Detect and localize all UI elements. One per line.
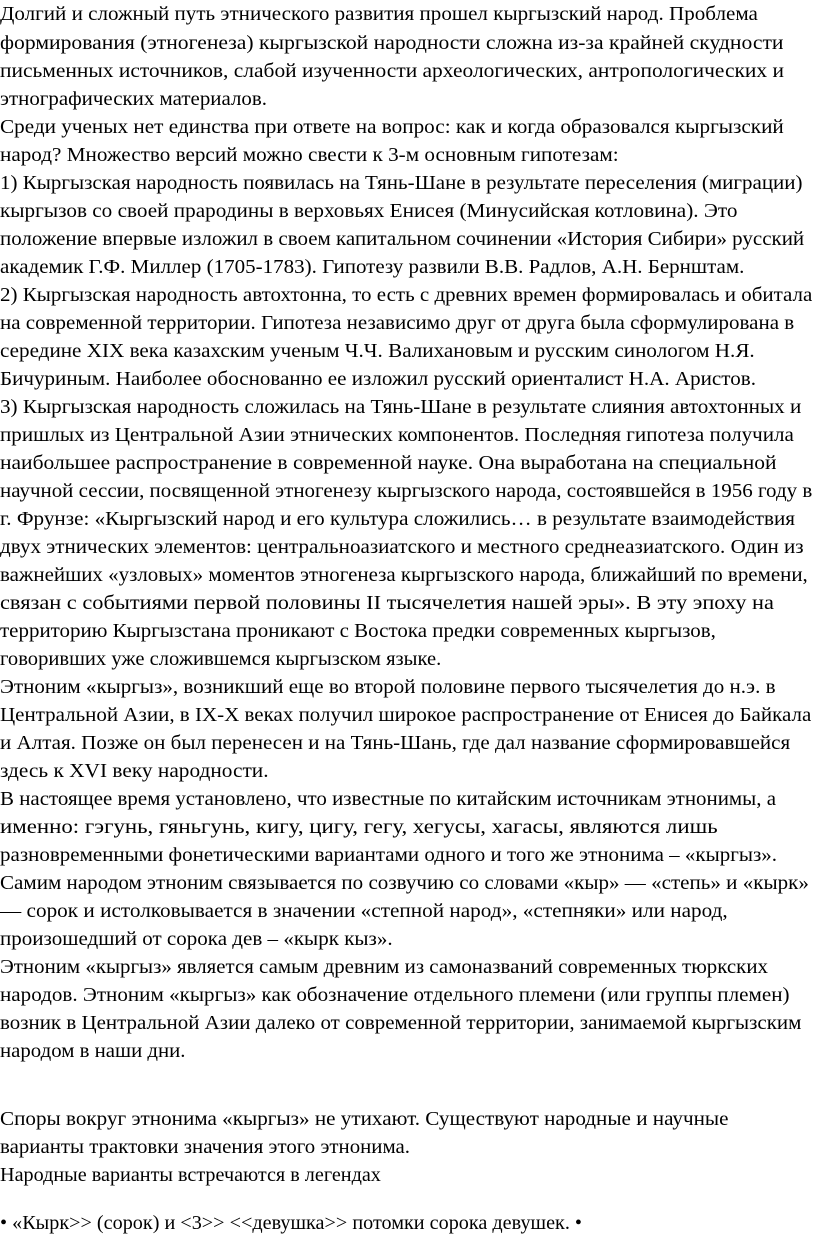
text-line-content: связан с событиями первой половины II тысячелетия нашей эры». В эту эпоху на <box>0 593 774 614</box>
text-line <box>0 1010 802 1038</box>
text-line-content: важнейших «узловых» моментов этногенеза кыргызского народа, ближайший по времени, <box>0 565 808 586</box>
text-line <box>0 142 619 170</box>
text-line <box>0 338 755 366</box>
text-line <box>0 758 269 786</box>
text-line <box>0 702 812 730</box>
text-line-content: Самим народом этноним связывается по созвучию со словами «кыр» — «степь» и «кырк» <box>0 873 809 894</box>
text-line-content: • «Кырк>> (сорок) и <3>> <<девушка>> потомки сорока девушек. • <box>0 1213 583 1234</box>
text-line-content: Споры вокруг этнонима «кыргыз» не утихают. Существуют народные и научные <box>0 1109 729 1130</box>
text-line <box>0 254 745 282</box>
text-line <box>0 1 758 29</box>
text-line-content: территорию Кыргызстана проникают с Востока предки современных кыргызов, <box>0 621 716 642</box>
text-line <box>0 478 813 506</box>
text-line-content: 2) Кыргызская народность автохтонна, то есть с древних времен формировалась и обитала <box>0 285 813 306</box>
text-line <box>0 842 777 870</box>
text-line <box>0 786 777 814</box>
text-line-content: народом в наши дни. <box>0 1041 186 1062</box>
text-line <box>0 198 738 226</box>
text-line-content: возник в Центральной Азии далеко от современной территории, занимаемой кыргызским <box>0 1013 802 1034</box>
text-line-content: этнографических материалов. <box>0 89 267 110</box>
text-line-content: народов. Этноним «кыргыз» как обозначение отдельного племени (или группы племен) <box>0 985 790 1006</box>
text-line <box>0 450 777 478</box>
text-line <box>0 170 803 198</box>
text-line-content: положение впервые изложил в своем капитальном сочинении «История Сибири» русский <box>0 229 805 250</box>
text-line-content: 3) Кыргызская народность сложилась на Тянь-Шане в результате слияния автохтонных и <box>0 397 802 418</box>
text-line-content: письменных источников, слабой изученности археологических, антропологических и <box>0 61 784 82</box>
text-line-content: Бичуриным. Наиболее обоснованно ее изложил русский ориенталист Н.А. Аристов. <box>0 369 756 390</box>
text-line-content: г. Фрунзе: «Кыргызский народ и его культура сложились… в результате взаимодействия <box>0 509 796 530</box>
text-line <box>0 394 802 422</box>
text-line-content: Народные варианты встречаются в легендах <box>0 1165 381 1186</box>
text-line-content: формирования (этногенеза) кыргызской народности сложна из-за крайней скудности <box>0 33 784 54</box>
text-line-content: 1) Кыргызская народность появилась на Тянь-Шане в результате переселения (миграции) <box>0 173 803 194</box>
text-line-content: наибольшее распространение в современной науке. Она выработана на специальной <box>0 453 777 474</box>
text-line-content: В настоящее время установлено, что известные по китайским источникам этнонимы, а <box>0 789 777 810</box>
text-line <box>0 1038 186 1066</box>
text-line <box>0 870 809 898</box>
text-line <box>0 58 784 86</box>
text-line <box>0 422 794 450</box>
text-line-content: кыргызов со своей прародины в верховьях Енисея (Минусийская котловина). Это <box>0 201 738 222</box>
text-line <box>0 366 756 394</box>
text-line-content: говоривших уже сложившемся кыргызском языке. <box>0 649 442 670</box>
text-line-content: двух этнических элементов: центральноазиатского и местного среднеазиатского. Один из <box>0 537 804 558</box>
text-line-content: пришлых из Центральной Азии этнических компонентов. Последняя гипотеза получила <box>0 425 794 446</box>
text-line-content: середине XIX века казахским ученым Ч.Ч. Валихановым и русским синологом Н.Я. <box>0 341 755 362</box>
text-line <box>0 646 442 674</box>
text-line-content: народ? Множество версий можно свести к 3-м основным гипотезам: <box>0 145 619 166</box>
text-line-content: Этноним «кыргыз», возникший еще во второй половине первого тысячелетия до н.э. в <box>0 677 776 698</box>
text-line <box>0 506 796 534</box>
text-line <box>0 954 768 982</box>
text-line <box>0 226 805 254</box>
text-line <box>0 114 784 142</box>
text-line <box>0 618 716 646</box>
text-line <box>0 30 784 58</box>
text-line <box>0 674 776 702</box>
text-line <box>0 1134 411 1162</box>
text-line-content: Этноним «кыргыз» является самым древним из самоназваний современных тюркских <box>0 957 768 978</box>
text-line <box>0 590 774 618</box>
text-line <box>0 982 790 1010</box>
text-line-content: научной сессии, посвященной этногенезу кыргызского народа, состоявшейся в 1956 году в <box>0 481 813 502</box>
text-line-content: и Алтая. Позже он был перенесен и на Тянь-Шань, где дал название сформировавшейся <box>0 733 791 754</box>
text-line <box>0 534 804 562</box>
text-line-content: академик Г.Ф. Миллер (1705-1783). Гипотезу развили В.В. Радлов, А.Н. Бернштам. <box>0 257 745 278</box>
text-line-content: Долгий и сложный путь этнического развития прошел кыргызский народ. Проблема <box>0 4 758 25</box>
text-line-content: Среди ученых нет единства при ответе на вопрос: как и когда образовался кыргызский <box>0 117 784 138</box>
text-line-content: здесь к XVI веку народности. <box>0 761 269 782</box>
text-line-content: — сорок и истолковывается в значении «степной народ», «степняки» или народ, <box>0 901 728 922</box>
text-line <box>0 310 795 338</box>
text-line <box>0 926 393 954</box>
text-line <box>0 898 728 926</box>
text-line <box>0 1162 381 1190</box>
text-line <box>0 562 808 590</box>
text-line <box>0 1106 729 1134</box>
text-line <box>0 730 791 758</box>
text-line <box>0 282 813 310</box>
text-line-content: Центральной Азии, в IX-X веках получил широкое распространение от Енисея до Байкала <box>0 705 812 726</box>
text-line <box>0 86 267 114</box>
text-line-content: именно: гэгунь, гяньгунь, кигу, цигу, гегу, хегусы, хагасы, являются лишь <box>0 817 718 838</box>
text-line-content: произошедший от сорока дев – «кырк кыз». <box>0 929 393 950</box>
text-line-content: варианты трактовки значения этого этнонима. <box>0 1137 411 1158</box>
text-line-content: на современной территории. Гипотеза независимо друг от друга была сформулирована в <box>0 313 795 334</box>
text-line <box>0 1210 583 1238</box>
text-line-content: разновременными фонетическими вариантами одного и того же этнонима – «кыргыз». <box>0 845 777 866</box>
text-line <box>0 814 718 842</box>
